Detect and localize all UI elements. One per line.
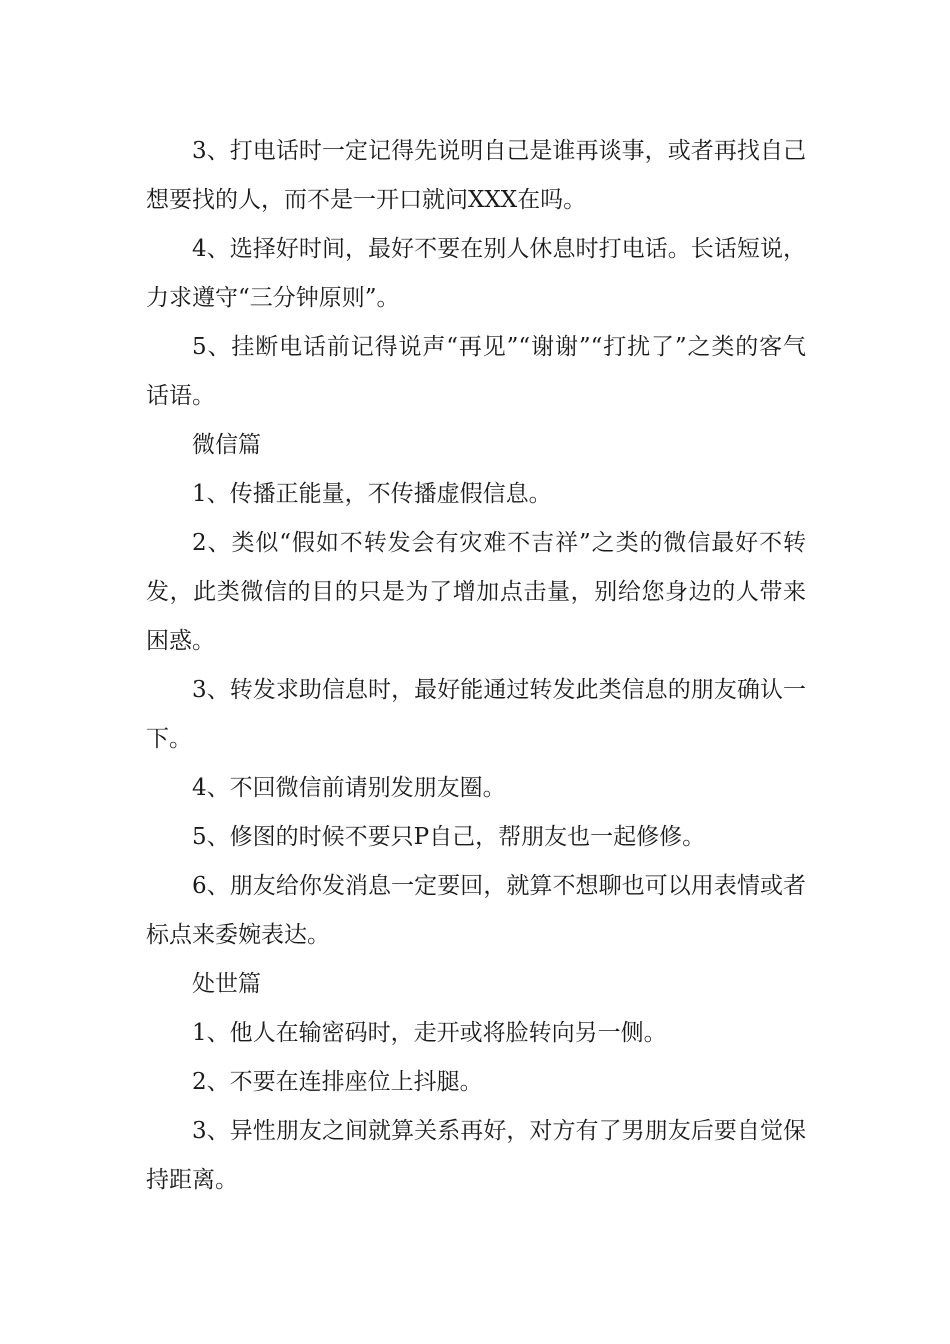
paragraph-phone-tip-4: 4、选择好时间，最好不要在别人休息时打电话。长话短说，力求遵守“三分钟原则”。 (146, 236, 806, 311)
paragraph-wechat-tip-4: 4、不回微信前请别发朋友圈。 (192, 775, 506, 801)
paragraph-wechat-tip-3: 3、转发求助信息时，最好能通过转发此类信息的朋友确认一下。 (146, 677, 806, 752)
section-heading-wechat: 微信篇 (192, 432, 261, 458)
paragraph-conduct-tip-1: 1、他人在输密码时，走开或将脸转向另一侧。 (192, 1020, 667, 1046)
paragraph-phone-tip-5: 5、挂断电话前记得说声“再见”“谢谢”“打扰了”之类的客气话语。 (146, 334, 806, 409)
paragraph-wechat-tip-2: 2、类似“假如不转发会有灾难不吉祥”之类的微信最好不转发，此类微信的目的只是为了增加点击量，别给您身边的人带来困惑。 (146, 530, 806, 654)
paragraph-wechat-tip-5: 5、修图的时候不要只P自己，帮朋友也一起修修。 (192, 824, 706, 850)
section-heading-conduct: 处世篇 (192, 971, 261, 997)
paragraph-conduct-tip-3: 3、异性朋友之间就算关系再好，对方有了男朋友后要自觉保持距离。 (146, 1118, 806, 1193)
paragraph-conduct-tip-2: 2、不要在连排座位上抖腿。 (192, 1069, 483, 1095)
document-body (146, 127, 806, 1205)
paragraph-wechat-tip-6: 6、朋友给你发消息一定要回，就算不想聊也可以用表情或者标点来委婉表达。 (146, 873, 806, 948)
paragraph-wechat-tip-1: 1、传播正能量，不传播虚假信息。 (192, 481, 552, 507)
paragraph-phone-tip-3: 3、打电话时一定记得先说明自己是谁再谈事，或者再找自己想要找的人，而不是一开口就问XXX在吗。 (146, 138, 806, 213)
